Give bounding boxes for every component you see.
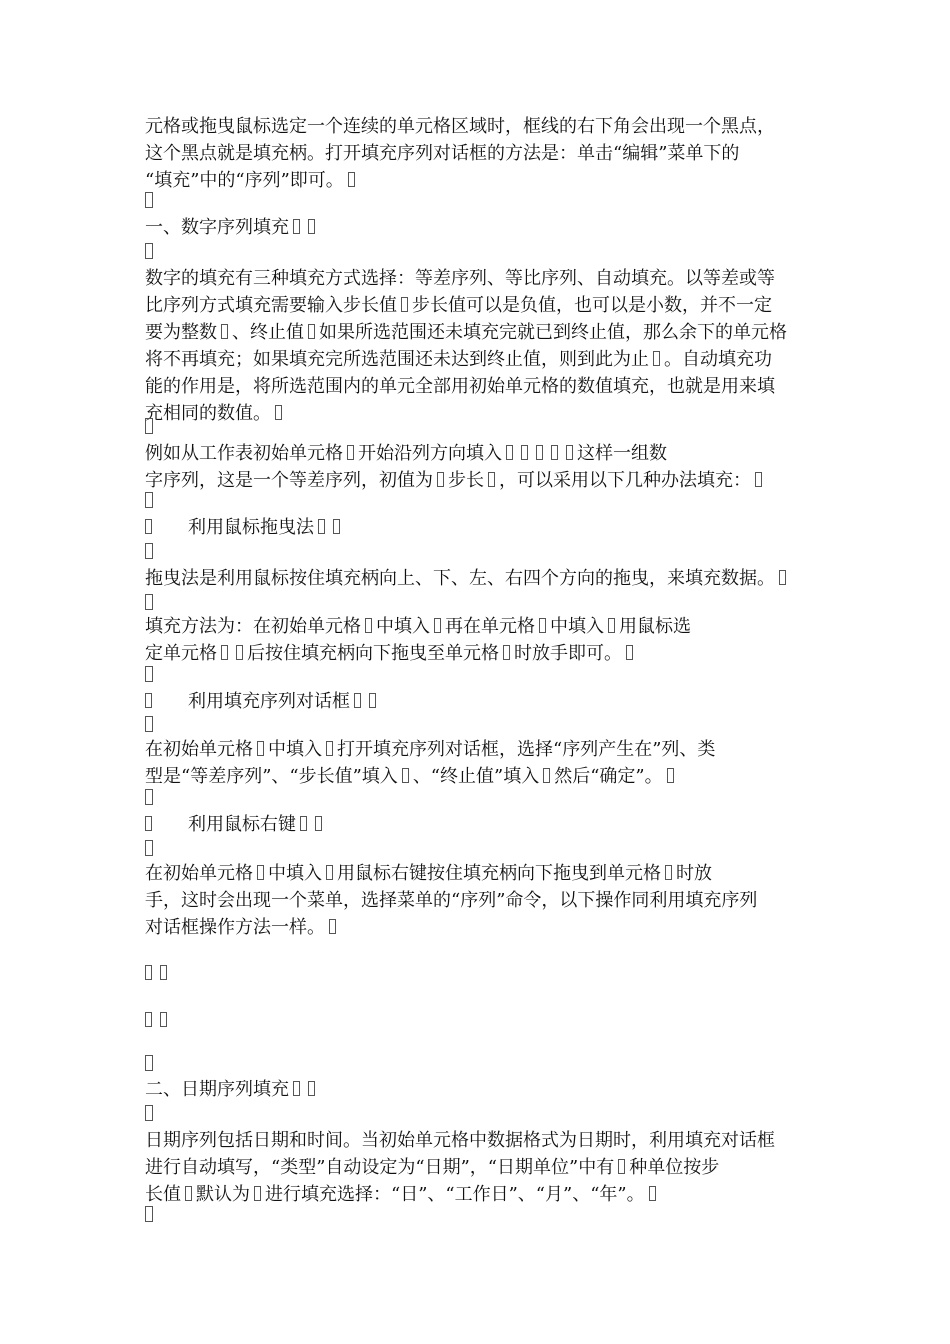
text-line: 元格或拖曳鼠标选定一个连续的单元格区域时，框线的右下角会出现一个黑点，	[145, 116, 775, 137]
missing-glyph-icon	[488, 472, 495, 487]
text-segment: 种单位按步	[629, 1157, 720, 1178]
text-segment: 、“终止值”填入	[412, 766, 540, 787]
missing-glyph-icon	[293, 219, 300, 234]
missing-glyph-icon	[185, 1186, 192, 1201]
missing-glyph-icon	[506, 445, 513, 460]
text-segment: 步长值可以是负值，也可以是小数，并不一定	[412, 295, 772, 316]
text-segment: 再在单元格	[445, 616, 535, 637]
intro-paragraph	[145, 113, 817, 194]
missing-glyph-icon	[160, 965, 167, 980]
paragraph-mark-icon	[145, 1206, 153, 1222]
missing-glyph-icon	[221, 645, 228, 660]
missing-glyph-icon	[348, 172, 355, 187]
missing-glyph-icon	[329, 919, 336, 934]
missing-glyph-icon	[254, 1186, 261, 1201]
missing-glyph-icon	[257, 865, 264, 880]
paragraph-mark-icon	[145, 716, 153, 732]
missing-glyph-icon	[257, 741, 264, 756]
missing-glyph-icon	[665, 865, 672, 880]
bullet-glyph-icon	[145, 519, 152, 534]
method-3-steps	[145, 860, 817, 941]
method-title-text: 利用填充序列对话框	[188, 691, 350, 712]
text-line: “填充”中的“序列”即可。	[145, 170, 344, 191]
text-segment: 用鼠标选	[619, 616, 691, 637]
missing-glyph-icon	[755, 472, 762, 487]
example-paragraph	[145, 440, 817, 494]
text-segment: 时放	[676, 863, 712, 884]
missing-glyph-icon	[221, 324, 228, 339]
text-segment: 后按住填充柄向下拖曳至单元格	[247, 643, 499, 664]
paragraph-mark-icon	[145, 789, 153, 805]
missing-glyph-icon	[539, 618, 546, 633]
bullet-glyph-icon	[145, 816, 152, 831]
paragraph-mark-icon	[145, 192, 153, 208]
section-heading-2	[145, 1076, 817, 1103]
text-line: 这个黑点就是填充柄。打开填充序列对话框的方法是：单击“编辑”菜单下的	[145, 143, 740, 164]
text-segment: 打开填充序列对话框，选择“序列产生在”列、类	[337, 739, 716, 760]
missing-glyph-icon	[779, 570, 786, 585]
missing-glyph-icon	[354, 693, 361, 708]
missing-glyph-icon	[293, 1081, 300, 1096]
date-fill-paragraph	[145, 1127, 817, 1208]
method-1-title	[145, 514, 817, 541]
missing-glyph-icon	[145, 1012, 152, 1027]
text-line: 手，这时会出现一个菜单，选择菜单的“序列”命令，以下操作同利用填充序列	[145, 890, 758, 911]
text-segment: 长值	[145, 1184, 181, 1205]
text-segment: 在初始单元格	[145, 863, 253, 884]
missing-glyph-icon	[437, 472, 444, 487]
text-segment: 填充方法为：在初始单元格	[145, 616, 361, 637]
heading-text: 一、数字序列填充	[145, 217, 289, 238]
missing-glyph-icon	[551, 445, 558, 460]
missing-glyph-icon	[308, 324, 315, 339]
text-segment: 步长	[448, 470, 484, 491]
paragraph-mark-icon	[145, 418, 153, 434]
paragraph-mark-icon	[145, 543, 153, 559]
missing-glyph-icon	[649, 1186, 656, 1201]
paragraph-mark-icon	[145, 666, 153, 682]
text-segment: 进行填充选择：“日”、“工作日”、“月”、“年”。	[265, 1184, 645, 1205]
missing-glyph-icon	[308, 1081, 315, 1096]
blank-line	[145, 1007, 817, 1034]
text-segment: 默认为	[196, 1184, 250, 1205]
missing-glyph-icon	[434, 618, 441, 633]
text-segment: 将不再填充；如果填充完所选范围还未达到终止值，则到此为止	[145, 349, 649, 370]
text-segment: 要为整数	[145, 322, 217, 343]
text-segment: 字序列，这是一个等差序列，初值为	[145, 470, 433, 491]
method-2-steps	[145, 736, 817, 790]
missing-glyph-icon	[536, 445, 543, 460]
text-segment: 进行自动填写，“类型”自动设定为“日期”，“日期单位”中有	[145, 1157, 615, 1178]
missing-glyph-icon	[369, 693, 376, 708]
missing-glyph-icon	[667, 768, 674, 783]
missing-glyph-icon	[608, 618, 615, 633]
missing-glyph-icon	[236, 645, 243, 660]
missing-glyph-icon	[275, 405, 282, 420]
heading-text: 二、日期序列填充	[145, 1079, 289, 1100]
missing-glyph-icon	[308, 219, 315, 234]
blank-line	[145, 960, 817, 987]
paragraph-mark-icon	[145, 1055, 153, 1071]
text-segment: 。自动填充功	[664, 349, 772, 370]
text-line: 数字的填充有三种填充方式选择：等差序列、等比序列、自动填充。以等差或等	[145, 268, 775, 289]
text-segment: 然后“确定”。	[554, 766, 663, 787]
method-2-title	[145, 688, 817, 715]
missing-glyph-icon	[333, 519, 340, 534]
missing-glyph-icon	[566, 445, 573, 460]
missing-glyph-icon	[315, 816, 322, 831]
text-segment: 型是“等差序列”、“步长值”填入	[145, 766, 398, 787]
missing-glyph-icon	[503, 645, 510, 660]
text-segment: ，可以采用以下几种办法填充：	[499, 470, 751, 491]
numeric-fill-paragraph	[145, 265, 817, 427]
missing-glyph-icon	[626, 645, 633, 660]
missing-glyph-icon	[347, 445, 354, 460]
text-segment: 拖曳法是利用鼠标按住填充柄向上、下、左、右四个方向的拖曳，来填充数据。	[145, 568, 775, 589]
text-segment: 定单元格	[145, 643, 217, 664]
text-segment: 用鼠标右键按住填充柄向下拖曳到单元格	[337, 863, 661, 884]
missing-glyph-icon	[521, 445, 528, 460]
paragraph-mark-icon	[145, 594, 153, 610]
text-segment: 这样一组数	[577, 443, 667, 464]
method-3-title	[145, 811, 817, 838]
missing-glyph-icon	[543, 768, 550, 783]
missing-glyph-icon	[145, 965, 152, 980]
paragraph-mark-icon	[145, 1105, 153, 1121]
text-segment: 对话框操作方法一样。	[145, 917, 325, 938]
text-segment: 开始沿列方向填入	[358, 443, 502, 464]
missing-glyph-icon	[402, 768, 409, 783]
method-title-text: 利用鼠标拖曳法	[188, 517, 314, 538]
text-line: 能的作用是，将所选范围内的单元全部用初始单元格的数值填充，也就是用来填	[145, 376, 775, 397]
missing-glyph-icon	[300, 816, 307, 831]
method-1-steps	[145, 613, 817, 667]
text-segment: 时放手即可。	[514, 643, 622, 664]
bullet-glyph-icon	[145, 693, 152, 708]
missing-glyph-icon	[653, 351, 660, 366]
method-1-description	[145, 565, 817, 592]
text-segment: 比序列方式填充需要输入步长值	[145, 295, 397, 316]
missing-glyph-icon	[618, 1159, 625, 1174]
text-segment: 中填入	[268, 863, 322, 884]
text-segment: 例如从工作表初始单元格	[145, 443, 343, 464]
text-line: 日期序列包括日期和时间。当初始单元格中数据格式为日期时，利用填充对话框	[145, 1130, 775, 1151]
method-title-text: 利用鼠标右键	[188, 814, 296, 835]
section-heading-1	[145, 214, 817, 241]
missing-glyph-icon	[326, 741, 333, 756]
missing-glyph-icon	[401, 297, 408, 312]
missing-glyph-icon	[318, 519, 325, 534]
missing-glyph-icon	[365, 618, 372, 633]
text-segment: 中填入	[550, 616, 604, 637]
missing-glyph-icon	[326, 865, 333, 880]
text-segment: 在初始单元格	[145, 739, 253, 760]
text-segment: 如果所选范围还未填充完就已到终止值，那么余下的单元格	[319, 322, 787, 343]
text-segment: 充相同的数值。	[145, 403, 271, 424]
text-segment: 中填入	[376, 616, 430, 637]
text-segment: 中填入	[268, 739, 322, 760]
paragraph-mark-icon	[145, 243, 153, 259]
paragraph-mark-icon	[145, 840, 153, 856]
text-segment: 、终止值	[232, 322, 304, 343]
paragraph-mark-icon	[145, 492, 153, 508]
missing-glyph-icon	[160, 1012, 167, 1027]
